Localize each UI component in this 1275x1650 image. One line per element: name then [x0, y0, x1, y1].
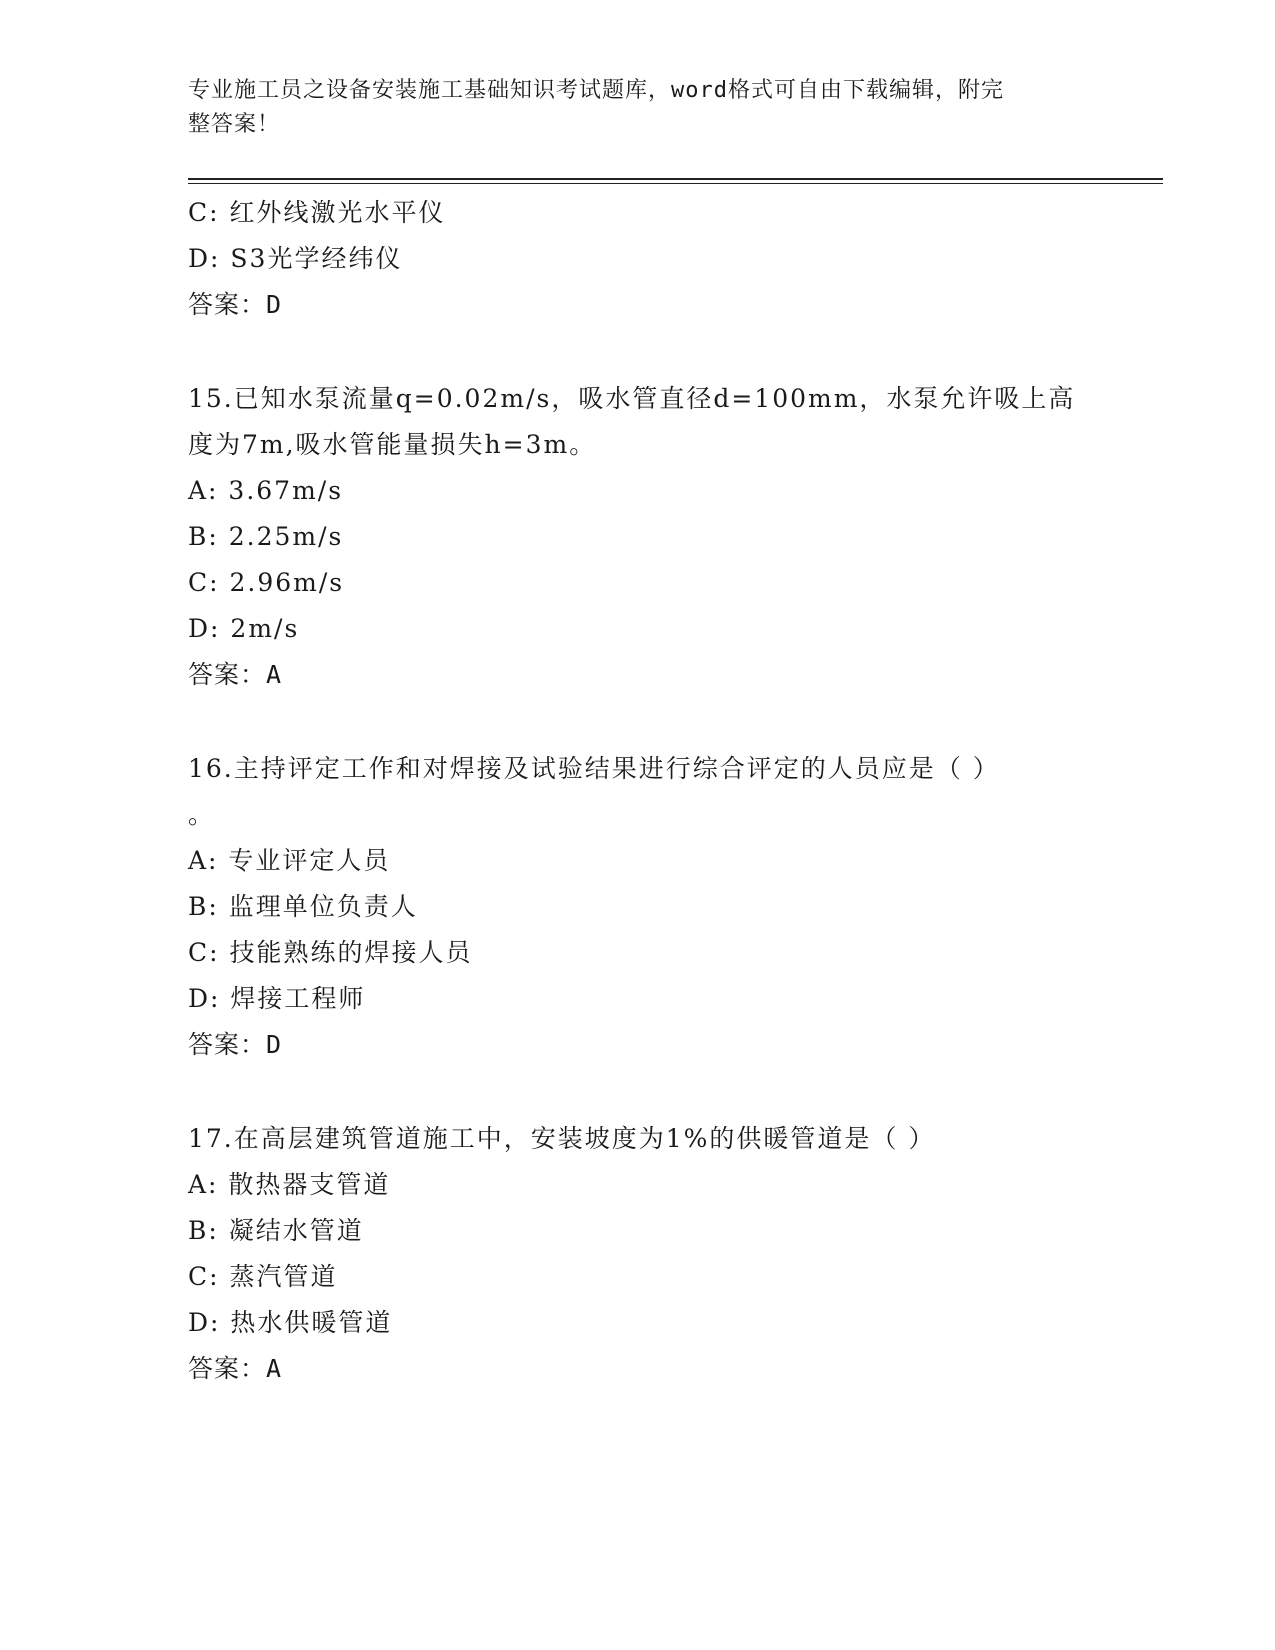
header-divider-thick: [188, 178, 1163, 180]
document-header: [188, 74, 1068, 142]
option-a: A: 专业评定人员: [188, 846, 391, 875]
option-d: D: 热水供暖管道: [188, 1308, 393, 1337]
question-stem-line: 16.主持评定工作和对焊接及试验结果进行综合评定的人员应是（ ）: [188, 754, 1000, 783]
option-b: B: 凝结水管道: [188, 1216, 364, 1245]
spacer: [188, 328, 1088, 376]
answer-line: 答案：D: [188, 290, 283, 319]
option-a: A: 散热器支管道: [188, 1170, 391, 1199]
spacer: [188, 698, 1088, 746]
question-stem-line: 15.已知水泵流量q=0.02m/s，吸水管直径d=100mm，水泵允许吸上高: [188, 384, 1076, 413]
header-line-2: 整答案！: [188, 112, 281, 137]
question-stem-line: 。: [188, 800, 216, 829]
option-c: C: 红外线激光水平仪: [188, 198, 446, 227]
spacer: [188, 1068, 1088, 1116]
question-17: [188, 1116, 1088, 1392]
option-a: A: 3.67m/s: [188, 476, 344, 505]
option-d: D: 2m/s: [188, 614, 300, 643]
option-c: C: 蒸汽管道: [188, 1262, 338, 1291]
document-body: [188, 190, 1088, 1392]
question-stem-line: 17.在高层建筑管道施工中，安装坡度为1%的供暖管道是（ ）: [188, 1124, 936, 1153]
answer-line: 答案：D: [188, 1030, 283, 1059]
question-15: [188, 376, 1088, 698]
option-c: C: 技能熟练的焊接人员: [188, 938, 473, 967]
option-b: B: 监理单位负责人: [188, 892, 418, 921]
option-d: D: 焊接工程师: [188, 984, 366, 1013]
option-b: B: 2.25m/s: [188, 522, 344, 551]
option-d: D: S3光学经纬仪: [188, 244, 403, 273]
question-stem-line: 度为7m,吸水管能量损失h=3m。: [188, 430, 597, 459]
header-line-1: 专业施工员之设备安装施工基础知识考试题库，word格式可自由下载编辑，附完: [188, 78, 1004, 103]
answer-line: 答案：A: [188, 1354, 283, 1383]
answer-line: 答案：A: [188, 660, 283, 689]
header-divider-thin: [188, 183, 1163, 184]
option-c: C: 2.96m/s: [188, 568, 345, 597]
previous-question-tail: [188, 190, 1088, 328]
question-16: [188, 746, 1088, 1068]
